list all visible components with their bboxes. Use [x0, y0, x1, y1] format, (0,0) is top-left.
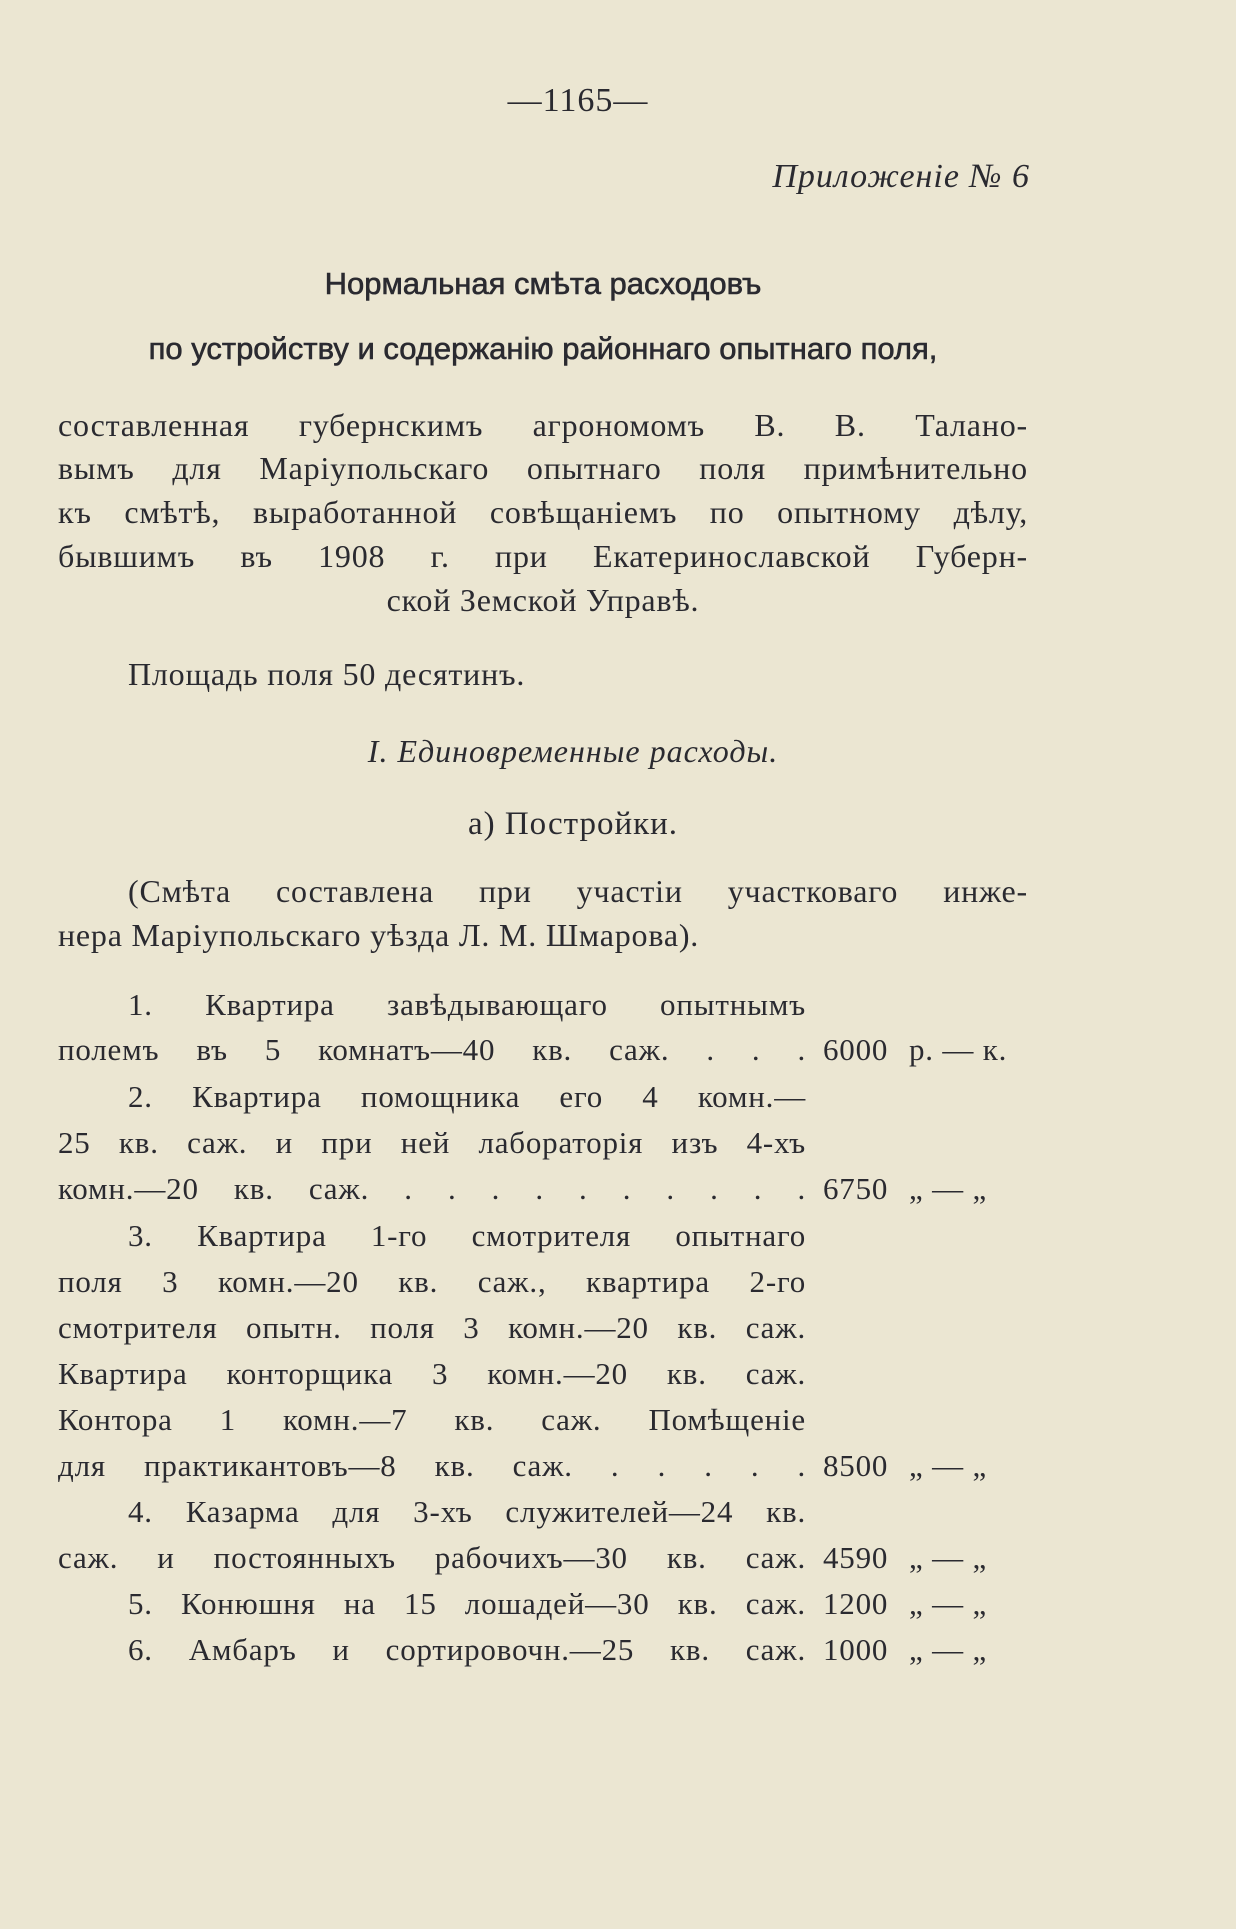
list-item	[58, 1632, 1028, 1678]
item-text: 3. Квартира 1-го смотрителя опытнаго	[128, 1218, 806, 1253]
item-amount	[823, 1632, 1023, 1668]
amount-unit: „ — „	[909, 1171, 988, 1206]
amount-value: 8500	[823, 1448, 889, 1483]
intro-line: ской Земской Управѣ.	[386, 582, 700, 618]
item-text: 25 кв. саж. и при ней лабораторія изъ 4-хъ	[58, 1125, 806, 1160]
note-line: (Смѣта составлена при участіи участковаго инже-	[128, 873, 1028, 909]
amount-value: 6750	[823, 1171, 889, 1206]
list-item	[58, 1448, 1028, 1494]
item-amount	[823, 1448, 1023, 1484]
appendix-label: Приложеніе № 6	[772, 158, 1030, 195]
page-number: —1165—	[507, 82, 649, 119]
subsection-heading: а) Постройки.	[467, 806, 679, 842]
list-item	[58, 987, 1028, 1033]
intro-line: составленная губернскимъ агрономомъ В. В. Талано-	[58, 407, 1028, 443]
list-item	[58, 1494, 1028, 1540]
item-text: комн.—20 кв. саж. . . . . . . . . . .	[58, 1171, 806, 1206]
list-item	[58, 1171, 1028, 1217]
item-text: полемъ въ 5 комнатъ—40 кв. саж. . . .	[58, 1032, 806, 1067]
title-line-1: Нормальная смѣта расходовъ	[324, 266, 762, 301]
list-item	[58, 1310, 1028, 1356]
item-text: 4. Казарма для 3-хъ служителей—24 кв.	[128, 1494, 806, 1529]
list-item	[58, 1586, 1028, 1632]
note-line: нера Маріупольскаго уѣзда Л. М. Шмарова).	[58, 917, 700, 953]
item-text: смотрителя опытн. поля 3 комн.—20 кв. саж.	[58, 1310, 806, 1345]
list-item	[58, 1032, 1028, 1078]
item-text: саж. и постоянныхъ рабочихъ—30 кв. саж.	[58, 1540, 806, 1575]
list-item	[58, 1264, 1028, 1310]
intro-line: бывшимъ въ 1908 г. при Екатеринославской Губерн-	[58, 538, 1028, 574]
intro-line: вымъ для Маріупольскаго опытнаго поля примѣнительно	[58, 450, 1028, 486]
item-text: 2. Квартира помощника его 4 комн.—	[128, 1079, 806, 1114]
amount-value: 1000	[823, 1632, 889, 1667]
list-item	[58, 1079, 1028, 1125]
item-text: Контора 1 комн.—7 кв. саж. Помѣщеніе	[58, 1402, 806, 1437]
amount-unit: „ — „	[909, 1586, 988, 1621]
list-item	[58, 1218, 1028, 1264]
list-item	[58, 1125, 1028, 1171]
item-text: Квартира конторщика 3 комн.—20 кв. саж.	[58, 1356, 806, 1391]
item-amount	[823, 1586, 1023, 1622]
item-text: 1. Квартира завѣдывающаго опытнымъ	[128, 987, 806, 1022]
item-text: 6. Амбаръ и сортировочн.—25 кв. саж.	[128, 1632, 806, 1667]
item-amount	[823, 1032, 1023, 1068]
amount-unit: „ — „	[909, 1632, 988, 1667]
area-line: Площадь поля 50 десятинъ.	[128, 656, 526, 692]
amount-value: 6000	[823, 1032, 889, 1067]
amount-value: 4590	[823, 1540, 889, 1575]
title-line-2: по устройству и содержанію районнаго опытнаго поля,	[148, 331, 938, 366]
amount-unit: „ — „	[909, 1448, 988, 1483]
list-item	[58, 1540, 1028, 1586]
item-amount	[823, 1540, 1023, 1576]
item-amount	[823, 1171, 1023, 1207]
item-text: поля 3 комн.—20 кв. саж., квартира 2-го	[58, 1264, 806, 1299]
amount-unit: „ — „	[909, 1540, 988, 1575]
list-item	[58, 1356, 1028, 1402]
document-page	[58, 0, 1028, 1929]
intro-line: къ смѣтѣ, выработанной совѣщаніемъ по опытному дѣлу,	[58, 494, 1028, 530]
amount-value: 1200	[823, 1586, 889, 1621]
item-text: для практикантовъ—8 кв. саж. . . . . .	[58, 1448, 806, 1483]
item-text: 5. Конюшня на 15 лошадей—30 кв. саж.	[128, 1586, 806, 1621]
section-heading: I. Единовременные расходы.	[367, 733, 779, 769]
amount-unit: р. — к.	[909, 1032, 1008, 1067]
list-item	[58, 1402, 1028, 1448]
